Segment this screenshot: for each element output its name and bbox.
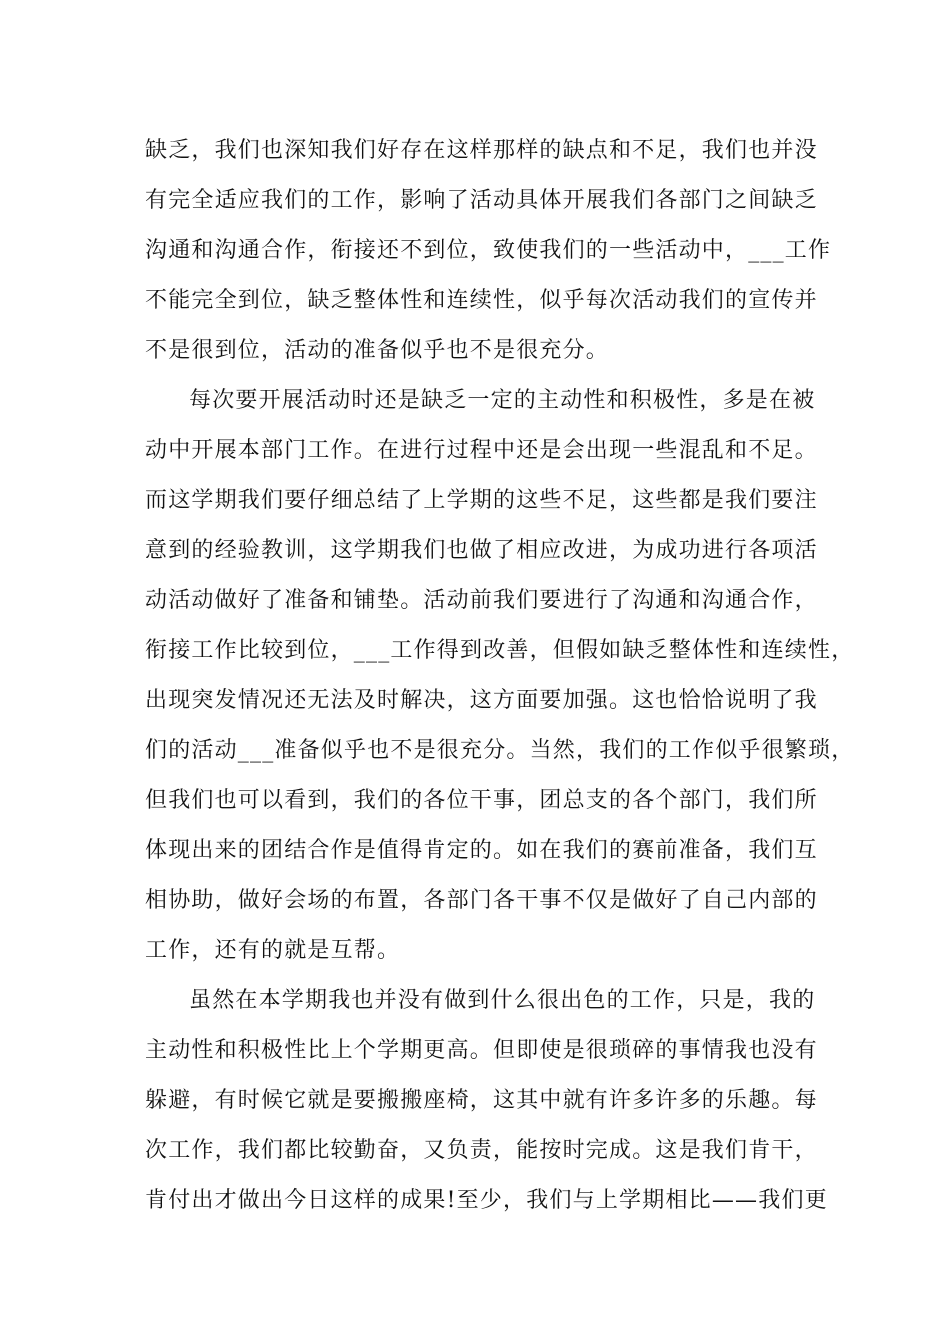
text-line: 缺乏，我们也深知我们好存在这样那样的缺点和不足，我们也并没 bbox=[145, 138, 818, 163]
text-line: 衔接工作比较到位，___工作得到改善，但假如缺乏整体性和连续性， bbox=[145, 638, 855, 663]
text-line: 相协助，做好会场的布置，各部门各干事不仅是做好了自己内部的 bbox=[145, 888, 818, 913]
text-line: 而这学期我们要仔细总结了上学期的这些不足，这些都是我们要注 bbox=[145, 488, 818, 513]
text-line: 动中开展本部门工作。在进行过程中还是会出现一些混乱和不足。 bbox=[145, 438, 818, 463]
text-line: 但我们也可以看到，我们的各位干事，团总支的各个部门，我们所 bbox=[145, 788, 818, 813]
text-line: 肯付出才做出今日这样的成果!至少，我们与上学期相比——我们更 bbox=[145, 1188, 828, 1213]
text-line: 动活动做好了准备和铺垫。活动前我们要进行了沟通和沟通合作， bbox=[145, 588, 818, 613]
text-line: 不是很到位，活动的准备似乎也不是很充分。 bbox=[145, 338, 610, 363]
text-line: 意到的经验教训，这学期我们也做了相应改进，为成功进行各项活 bbox=[145, 538, 818, 563]
text-line: 有完全适应我们的工作，影响了活动具体开展我们各部门之间缺乏 bbox=[145, 188, 818, 213]
text-line: 沟通和沟通合作，衔接还不到位，致使我们的一些活动中，___工作 bbox=[145, 238, 832, 263]
text-line: 次工作，我们都比较勤奋，又负责，能按时完成。这是我们肯干， bbox=[145, 1138, 818, 1163]
text-line: 躲避，有时候它就是要搬搬座椅，这其中就有许多许多的乐趣。每 bbox=[145, 1088, 818, 1113]
text-line: 体现出来的团结合作是值得肯定的。如在我们的赛前准备，我们互 bbox=[145, 838, 818, 863]
text-line: 主动性和积极性比上个学期更高。但即使是很琐碎的事情我也没有 bbox=[145, 1038, 818, 1063]
text-line: 工作，还有的就是互帮。 bbox=[145, 938, 401, 963]
text-line: 出现突发情况还无法及时解决，这方面要加强。这也恰恰说明了我 bbox=[145, 688, 818, 713]
text-line: 们的活动___准备似乎也不是很充分。当然，我们的工作似乎很繁琐， bbox=[145, 738, 855, 763]
paragraph-first-line: 每次要开展活动时还是缺乏一定的主动性和积极性，多是在被 bbox=[189, 388, 816, 413]
text-line: 不能完全到位，缺乏整体性和连续性，似乎每次活动我们的宣传并 bbox=[145, 288, 818, 313]
paragraph-first-line: 虽然在本学期我也并没有做到什么很出色的工作，只是，我的 bbox=[189, 988, 816, 1013]
